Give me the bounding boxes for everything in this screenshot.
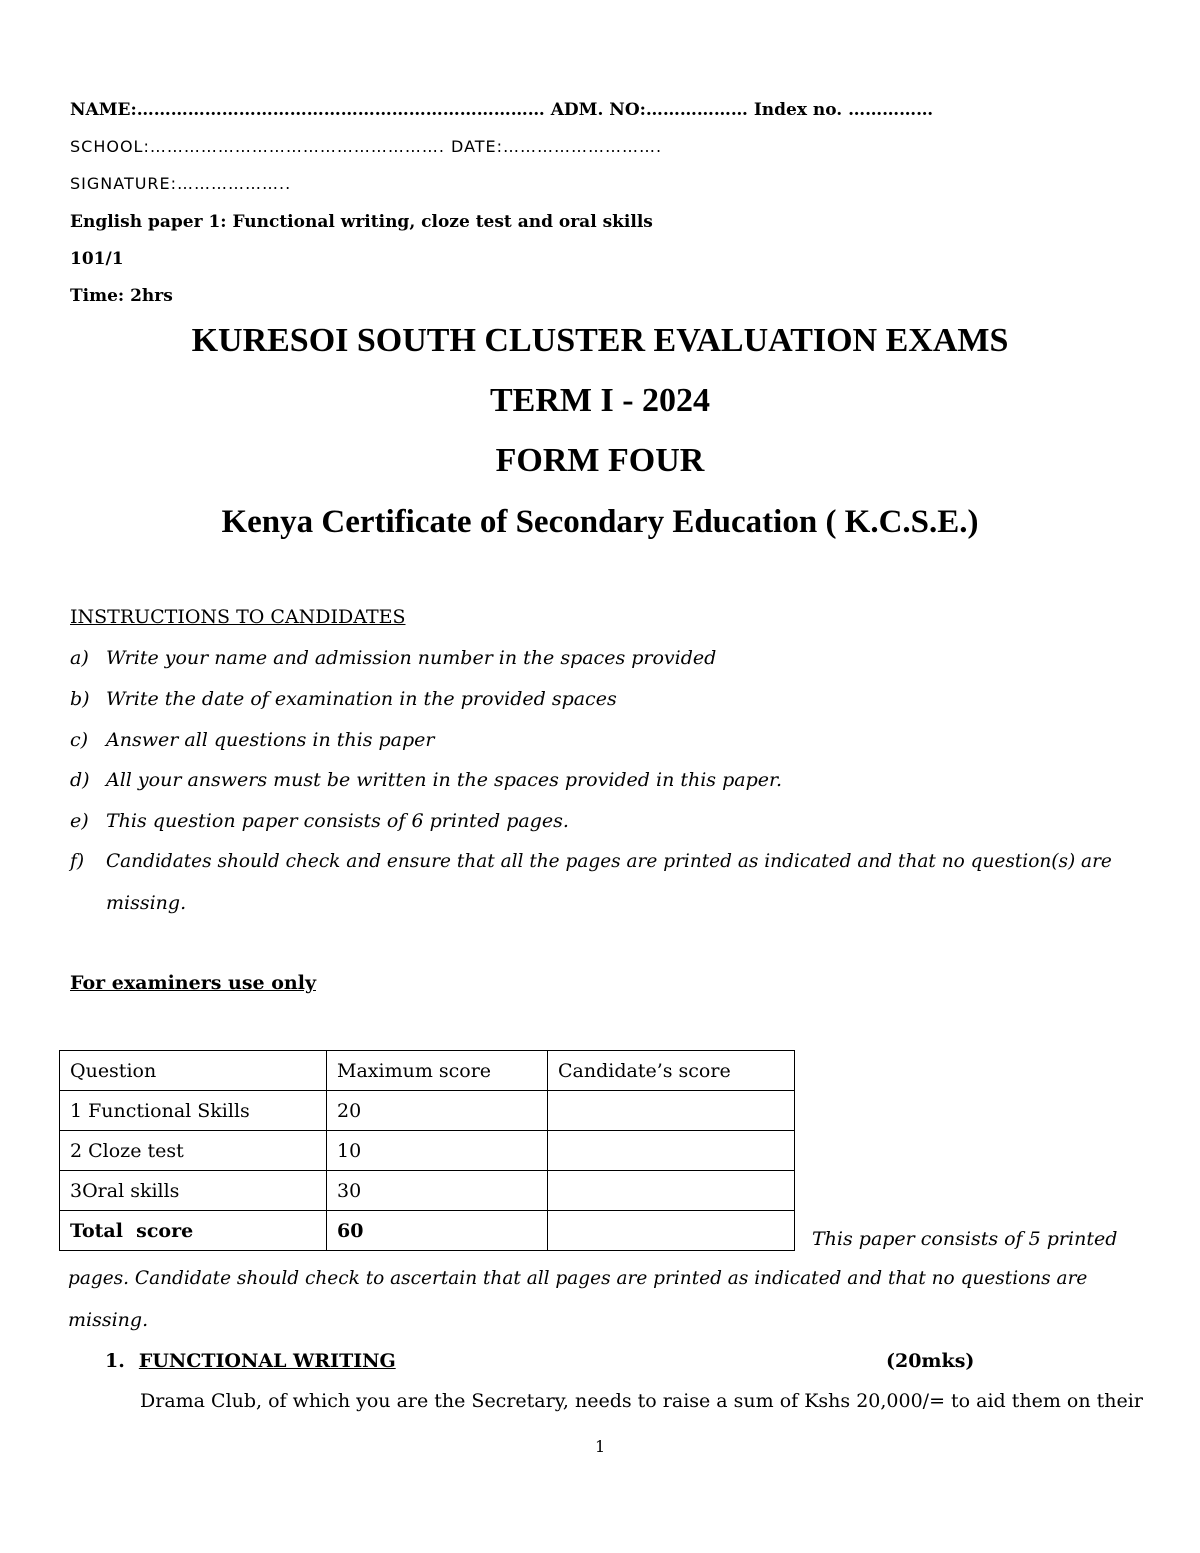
instruction-label: e) bbox=[70, 810, 89, 832]
candidate-score-cell[interactable] bbox=[548, 1171, 795, 1211]
instruction-item bbox=[70, 647, 716, 669]
instruction-text: All your answers must be written in the spaces provided in this paper. bbox=[106, 769, 783, 791]
instruction-text: This question paper consists of 6 printed pages. bbox=[106, 810, 569, 832]
instruction-label: f) bbox=[70, 851, 85, 872]
score-table bbox=[59, 1050, 795, 1251]
certificate-title: Kenya Certificate of Secondary Education ( K.C.S.E.) bbox=[221, 504, 979, 540]
instruction-item bbox=[70, 688, 617, 710]
max-score-cell: 10 bbox=[327, 1131, 548, 1171]
pages-note-line2: pages. Candidate should check to ascertain that all pages are printed as indicated and that no questions are bbox=[68, 1268, 1088, 1289]
table-row bbox=[60, 1171, 795, 1211]
exam-title: KURESOI SOUTH CLUSTER EVALUATION EXAMS bbox=[191, 322, 1009, 359]
form-title: FORM FOUR bbox=[495, 442, 705, 479]
instruction-item bbox=[70, 729, 435, 751]
candidate-score-cell[interactable] bbox=[548, 1091, 795, 1131]
table-row bbox=[60, 1091, 795, 1131]
header-candidate-score: Candidate’s score bbox=[548, 1051, 795, 1091]
pages-note-line1: This paper consists of 5 printed bbox=[812, 1228, 1118, 1250]
question-cell: 1 Functional Skills bbox=[60, 1091, 327, 1131]
school-date-line: SCHOOL:……………………………………………. DATE:………………………. bbox=[70, 137, 663, 156]
total-candidate-cell[interactable] bbox=[548, 1211, 795, 1251]
exam-time: Time: 2hrs bbox=[70, 286, 173, 306]
candidate-score-cell[interactable] bbox=[548, 1131, 795, 1171]
signature-line: SIGNATURE:……………….. bbox=[70, 174, 292, 193]
instruction-item bbox=[70, 769, 782, 791]
question-cell: 3Oral skills bbox=[60, 1171, 327, 1211]
instruction-text: Write the date of examination in the provided spaces bbox=[106, 688, 617, 710]
term-title: TERM I - 2024 bbox=[489, 382, 711, 419]
instruction-continuation: missing. bbox=[106, 892, 187, 914]
total-label-cell: Total score bbox=[60, 1211, 327, 1251]
instruction-label: d) bbox=[70, 769, 90, 791]
max-score-cell: 20 bbox=[327, 1091, 548, 1131]
question-1-text: Drama Club, of which you are the Secretary, needs to raise a sum of Kshs 20,000/= to aid them on their bbox=[140, 1390, 1143, 1412]
total-max-cell: 60 bbox=[327, 1211, 548, 1251]
question-1-heading bbox=[105, 1350, 396, 1372]
max-score-cell: 30 bbox=[327, 1171, 548, 1211]
instruction-item bbox=[70, 810, 569, 832]
instruction-label: c) bbox=[70, 729, 89, 751]
page-number: 1 bbox=[595, 1437, 606, 1456]
instruction-label: a) bbox=[70, 647, 89, 669]
instruction-item bbox=[70, 851, 1112, 872]
paper-code: 101/1 bbox=[70, 249, 124, 269]
total-row bbox=[60, 1211, 795, 1251]
paper-title: English paper 1: Functional writing, cloze test and oral skills bbox=[70, 212, 653, 232]
header-question: Question bbox=[60, 1051, 327, 1091]
pages-note-line3: missing. bbox=[68, 1309, 149, 1331]
name-adm-index-line: NAME:……………………………………………………………… ADM. NO:……………… Index no. …………… bbox=[70, 100, 934, 120]
instruction-label: b) bbox=[70, 688, 90, 710]
table-header-row bbox=[60, 1051, 795, 1091]
table-row bbox=[60, 1131, 795, 1171]
question-cell: 2 Cloze test bbox=[60, 1131, 327, 1171]
instructions-heading: INSTRUCTIONS TO CANDIDATES bbox=[70, 606, 406, 628]
examiners-heading: For examiners use only bbox=[70, 972, 316, 994]
question-marks: (20mks) bbox=[886, 1350, 975, 1372]
question-title: FUNCTIONAL WRITING bbox=[138, 1350, 396, 1372]
header-max-score: Maximum score bbox=[327, 1051, 548, 1091]
instruction-text: Answer all questions in this paper bbox=[106, 729, 435, 751]
question-number: 1. bbox=[105, 1350, 125, 1372]
instruction-text: Write your name and admission number in the spaces provided bbox=[106, 647, 717, 669]
instruction-text: Candidates should check and ensure that all the pages are printed as indicated and that no question(s) are bbox=[106, 851, 1112, 872]
